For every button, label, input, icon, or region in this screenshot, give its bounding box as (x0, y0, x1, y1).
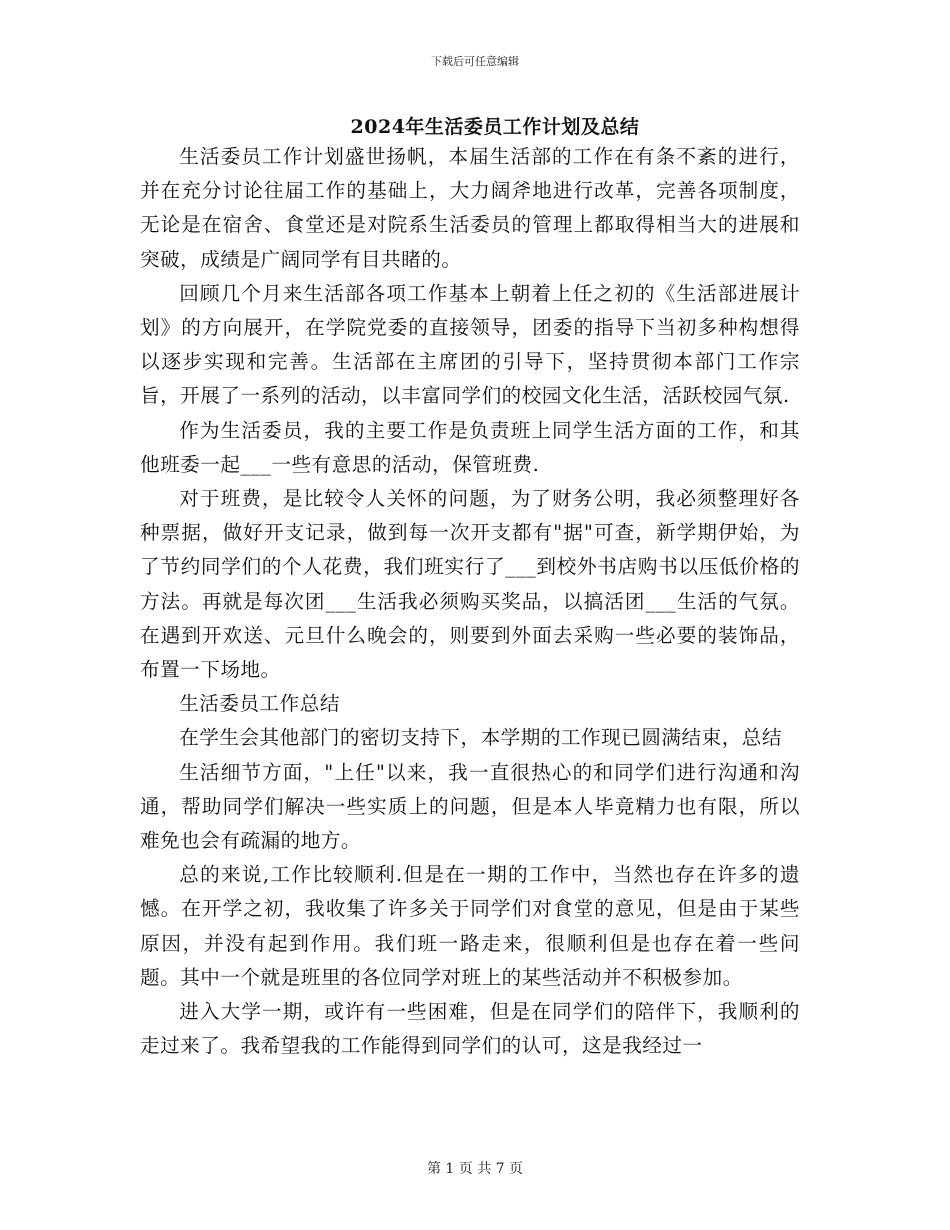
page-header-note: 下载后可任意编辑 (431, 55, 519, 68)
paragraph: 在学生会其他部门的密切支持下，本学期的工作现已圆满结束，总结 (179, 726, 782, 750)
paragraph: 进入大学一期，或许有一些困难，但是在同学们的陪伴下，我顺利的走过来了。我希望我的工作能得到同学们的认可，这是我经过一 (140, 1000, 800, 1058)
document-body (140, 140, 800, 1063)
paragraph: 作为生活委员，我的主要工作是负责班上同学生活方面的工作，和其他班委一起___一些有意思的活动，保管班费. (140, 418, 800, 476)
page-footer: 第 1 页 共 7 页 (426, 1161, 524, 1177)
paragraph: 对于班费，是比较令人关怀的问题，为了财务公明，我必须整理好各种票据，做好开支记录，做到每一次开支都有"据"可查，新学期伊始，为了节约同学们的个人花费，我们班实行了___到校外书店购书以压低价格的方法。再就是每次团___生活我必须购买奖品，以搞活团___生活的气氛。在遇到开欢送、元旦什么晚会的，则要到外面去采购一些必要的装饰品，布置一下场地。 (140, 487, 800, 682)
paragraph: 生活委员工作计划盛世扬帆，本届生活部的工作在有条不紊的进行，并在充分讨论往届工作的基础上，大力阔斧地进行改革，完善各项制度，无论是在宿舍、食堂还是对院系生活委员的管理上都取得相当大的进展和突破，成绩是广阔同学有目共睹的。 (140, 145, 800, 271)
paragraph: 生活细节方面，"上任"以来，我一直很热心的和同学们进行沟通和沟通，帮助同学们解决一些实质上的问题，但是本人毕竟精力也有限，所以难免也会有疏漏的地方。 (140, 760, 800, 853)
paragraph: 回顾几个月来生活部各项工作基本上朝着上任之初的《生活部进展计划》的方向展开，在学院党委的直接领导，团委的指导下当初多种构想得以逐步实现和完善。生活部在主席团的引导下，坚持贯彻本部门工作宗旨，开展了一系列的活动，以丰富同学们的校园文化生活，活跃校园气氛. (140, 281, 800, 408)
document-title: 2024年生活委员工作计划及总结 (350, 116, 640, 138)
section-heading: 生活委员工作总结 (179, 692, 340, 716)
paragraph: 总的来说,工作比较顺利.但是在一期的工作中，当然也存在许多的遗憾。在开学之初，我收集了许多关于同学们对食堂的意见，但是由于某些原因，并没有起到作用。我们班一路走来，很顺利但是也存在着一些问题。其中一个就是班里的各位同学对班上的某些活动并不积极参加。 (140, 863, 800, 989)
